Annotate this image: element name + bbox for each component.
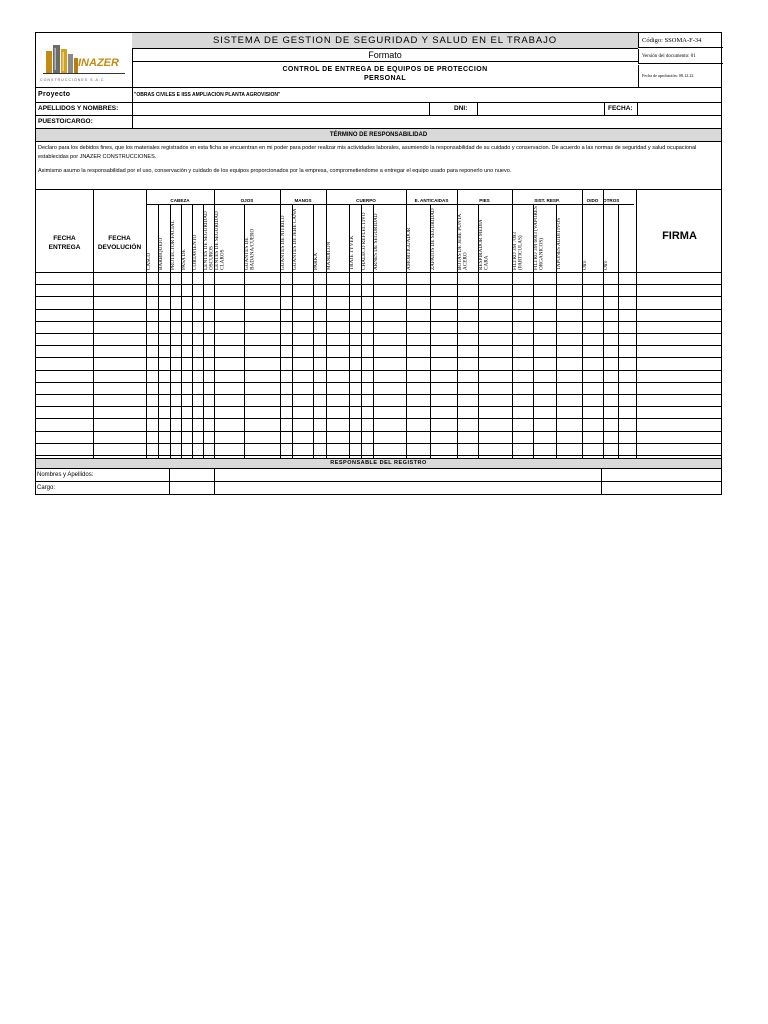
equipment-item-label: PROTECTOR FACIAL xyxy=(170,220,176,270)
equipment-item-label: GUANTES DE JEBE CAÑA xyxy=(292,208,298,270)
company-name: INAZER xyxy=(78,57,119,69)
document-code: Código: SSOMA-F-34 xyxy=(638,33,723,48)
equipment-item-label: AMORTIGUADOR xyxy=(406,227,412,270)
group-header-pies: PIES xyxy=(479,198,490,203)
registry-position-field[interactable] xyxy=(215,482,601,494)
equipment-item-label: CORTAVIENTO xyxy=(192,234,198,270)
equipment-item-label: RESPIRADOR MEDIA CARA xyxy=(478,219,490,270)
table-row[interactable] xyxy=(36,382,721,394)
date-field[interactable] xyxy=(638,103,723,115)
registry-position-label: Cargo: xyxy=(37,485,56,491)
system-title: SISTEMA DE GESTION DE SEGURIDAD Y SALUD EN EL TRABAJO xyxy=(132,33,638,49)
equipment-item-label: BOTAS DE JEBE PUNTA ACERO xyxy=(457,214,469,270)
group-header-cuerpo: CUERPO xyxy=(356,198,376,203)
equipment-item-label: TAPONES AUDITIVOS xyxy=(556,217,562,270)
registry-names-row xyxy=(35,469,722,482)
group-divider xyxy=(214,190,215,204)
delivery-date-header-line-1: FECHA xyxy=(53,235,76,242)
table-row[interactable] xyxy=(36,394,721,406)
group-divider xyxy=(512,190,513,204)
table-row[interactable] xyxy=(36,443,721,455)
group-divider xyxy=(406,190,407,204)
date-label: FECHA: xyxy=(608,105,633,112)
equipment-item-label: LENTES DE SEGURIDAD OSCUROS xyxy=(203,211,215,270)
group-row-line xyxy=(146,204,634,205)
table-row[interactable] xyxy=(36,309,721,321)
dni-field[interactable] xyxy=(478,103,604,115)
table-row[interactable] xyxy=(36,272,721,284)
return-date-header-line-2: DEVOLUCIÓN xyxy=(97,244,142,251)
return-date-header-line-1: FECHA xyxy=(108,235,131,242)
company-logo xyxy=(36,33,133,87)
group-divider xyxy=(603,190,604,204)
group-divider xyxy=(582,190,583,204)
equipment-item-label: GUANTES DE NITRILO xyxy=(280,215,286,270)
equipment-item-label: CASCO xyxy=(146,252,152,270)
table-row[interactable] xyxy=(36,321,721,333)
terms-heading: TÉRMINO DE RESPONSABILIDAD xyxy=(35,129,722,142)
equipment-item-label: GUANTES DE BADANA/CUERO xyxy=(244,228,256,270)
delivery-date-header xyxy=(36,234,93,252)
project-value: "OBRAS CIVILES E IISS AMPLIACION PLANTA AGROVISION" xyxy=(134,92,281,98)
format-label: Formato xyxy=(132,49,638,62)
names-field[interactable] xyxy=(133,103,429,115)
form-title-line-2: PERSONAL xyxy=(363,75,407,82)
equipment-item-label: ARNES DE SEGURIDAD xyxy=(373,213,379,270)
delivery-date-header-line-2: ENTREGA xyxy=(48,244,81,251)
form-sheet xyxy=(35,32,722,495)
equipment-item-label: FILTRO 3M 6003 (VAPORES ORGANICOS) xyxy=(533,206,545,270)
equipment-item-label: BARBIQUEJO xyxy=(158,237,164,270)
document-version: Versión del documento: 01 xyxy=(638,49,723,64)
group-header-manos: MANOS xyxy=(294,198,312,203)
company-subtitle: CONSTRUCCIONES S.A.C xyxy=(40,78,105,82)
project-label: Proyecto xyxy=(38,91,71,98)
group-header-ojos: OJOS xyxy=(240,198,254,203)
group-header-otros: OTROS xyxy=(603,198,620,203)
group-divider xyxy=(457,190,458,204)
approval-date: Fecha de aprobación: 08.12.22 xyxy=(638,65,723,87)
form-title-line-1: CONTROL DE ENTREGA DE EQUIPOS DE PROTECCION xyxy=(282,66,488,73)
group-divider xyxy=(326,190,327,204)
table-row[interactable] xyxy=(36,345,721,357)
equipment-item-label: FILTRO 3M 7093 (PARTICULAS) xyxy=(512,232,524,270)
table-row[interactable] xyxy=(36,431,721,443)
registry-heading: RESPONSABLE DEL REGISTRO xyxy=(35,459,722,469)
group-header-sist-resp-: SIST. RESP. xyxy=(534,198,560,203)
position-row xyxy=(35,116,722,129)
equipment-item-label: MANDILON xyxy=(326,241,332,270)
equipment-item-label: PARKA xyxy=(313,252,319,270)
equipment-item-label: TRAJE TYVEK xyxy=(349,235,355,270)
signature-header: FIRMA xyxy=(662,230,697,242)
names-label: APELLIDOS Y NOMBRES: xyxy=(38,105,119,112)
group-header-oido: OIDO xyxy=(586,198,599,203)
table-row[interactable] xyxy=(36,357,721,369)
position-field[interactable] xyxy=(133,116,723,128)
registry-names-field[interactable] xyxy=(215,469,601,481)
equipment-item-label: ZAPATOS DE SEGURIDAD xyxy=(430,208,436,270)
terms-text xyxy=(35,142,722,190)
form-title xyxy=(132,62,638,87)
table-row[interactable] xyxy=(36,406,721,418)
return-date-header xyxy=(93,234,146,252)
table-row[interactable] xyxy=(36,284,721,296)
group-divider xyxy=(280,190,281,204)
terms-paragraph-1: Declaro para los debidos fines, que los materiales registrados en esta ficha se encuentran en mi poder para poder realizar mis actividades laborales, asumiendo la responsabilidad de su cuidado y conservacion. De acuerdo a las normas de seguridad y salud ocupacional establecidas por JNAZER CONSTRUCCIONES. xyxy=(38,145,697,160)
group-header-cabeza: CABEZA xyxy=(170,198,190,203)
position-label: PUESTO/CARGO: xyxy=(38,118,93,125)
project-row xyxy=(35,88,722,103)
registry-names-label: Nombres y Apellidos: xyxy=(37,472,94,478)
equipment-item-label: LENTES DE SEGURIDAD CLAROS xyxy=(214,211,226,270)
names-row xyxy=(35,103,722,116)
form-header xyxy=(35,32,722,88)
equipment-item-label: Otro xyxy=(603,260,609,270)
equipment-table xyxy=(35,190,722,459)
terms-paragraph-2: Asimismo asumo la responsabilidad por el uso, conservación y cuidado de los equipos proporcionados por la empresa, comprometiendome a entregar el equipo usado para reponerlo uno nuevo. xyxy=(38,168,512,174)
table-row-line xyxy=(36,455,721,456)
registry-position-row xyxy=(35,482,722,495)
equipment-item-label: Otro xyxy=(582,260,588,270)
table-row[interactable] xyxy=(36,296,721,308)
table-row[interactable] xyxy=(36,418,721,430)
table-row[interactable] xyxy=(36,370,721,382)
table-row[interactable] xyxy=(36,333,721,345)
dni-label: DNI: xyxy=(454,105,468,112)
equipment-item-label: PASA DE xyxy=(181,249,187,270)
group-header-e-anticaidas: E. ANTICAIDAS xyxy=(414,198,449,203)
equipment-item-label: CHALECO REFLECTIVO xyxy=(361,212,367,270)
